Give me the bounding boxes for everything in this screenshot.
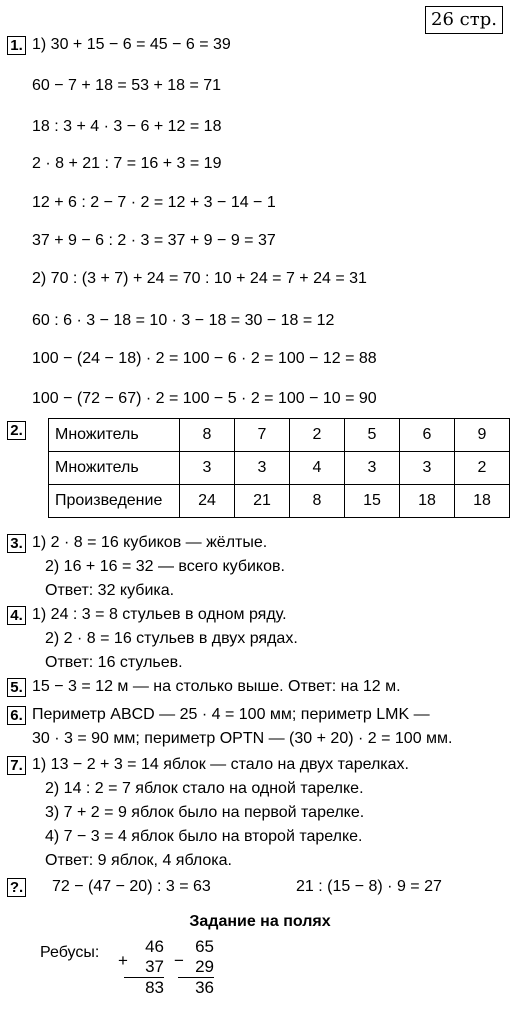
task-6-line-2: 30 · 3 = 90 мм; периметр OPTN — (30 + 20) · 2 = 100 мм. bbox=[32, 730, 453, 747]
rebus-1-top: 46 bbox=[145, 937, 164, 956]
task-1-line-9: 100 − (24 − 18) · 2 = 100 − 6 · 2 = 100 − 12 = 88 bbox=[32, 350, 377, 367]
table-cell: 3 bbox=[400, 452, 455, 485]
task-1-line-8: 60 : 6 · 3 − 18 = 10 · 3 − 18 = 30 − 18 = 12 bbox=[32, 312, 335, 329]
task-3-line-1: 1) 2 · 8 = 16 кубиков — жёлтые. bbox=[32, 534, 268, 551]
question-expression-1: 72 − (47 − 20) : 3 = 63 bbox=[52, 878, 211, 895]
task-6-number: 6. bbox=[7, 706, 26, 725]
multiplication-table bbox=[48, 418, 510, 518]
rebus-2-result: 36 bbox=[195, 978, 214, 997]
table-cell: 8 bbox=[290, 485, 345, 518]
question-expression-2: 21 : (15 − 8) · 9 = 27 bbox=[296, 878, 442, 895]
rebus-1-bottom-row bbox=[118, 951, 164, 978]
table-cell: 9 bbox=[455, 419, 510, 452]
rebus-1-bottom: 37 bbox=[145, 957, 164, 976]
task-1-line-3: 18 : 3 + 4 · 3 − 6 + 12 = 18 bbox=[32, 118, 222, 135]
task-7-line-1: 1) 13 − 2 + 3 = 14 яблок — стало на двух тарелках. bbox=[32, 756, 409, 773]
table-row bbox=[49, 419, 510, 452]
task-3-line-2: 2) 16 + 16 = 32 — всего кубиков. bbox=[45, 558, 285, 575]
rebus-2-top: 65 bbox=[195, 937, 214, 956]
table-cell: 8 bbox=[180, 419, 235, 452]
table-cell: 5 bbox=[345, 419, 400, 452]
table-cell: 2 bbox=[455, 452, 510, 485]
task-3-answer: Ответ: 32 кубика. bbox=[45, 582, 175, 599]
table-cell: 24 bbox=[180, 485, 235, 518]
row-header: Множитель bbox=[49, 419, 180, 452]
rebus-2-bottom-row bbox=[174, 951, 214, 978]
table-row bbox=[49, 452, 510, 485]
table-cell: 21 bbox=[235, 485, 290, 518]
task-4-line-1: 1) 24 : 3 = 8 стульев в одном ряду. bbox=[32, 606, 287, 623]
row-header: Произведение bbox=[49, 485, 180, 518]
task-7-number: 7. bbox=[7, 756, 26, 775]
task-1-number: 1. bbox=[7, 36, 26, 55]
task-1-line-2: 60 − 7 + 18 = 53 + 18 = 71 bbox=[32, 77, 222, 94]
task-5-number: 5. bbox=[7, 678, 26, 697]
task-1-line-6: 37 + 9 − 6 : 2 · 3 = 37 + 9 − 9 = 37 bbox=[32, 232, 276, 249]
table-cell: 4 bbox=[290, 452, 345, 485]
table-cell: 15 bbox=[345, 485, 400, 518]
table-row bbox=[49, 485, 510, 518]
rebus-label: Ребусы: bbox=[40, 944, 100, 961]
rebus-1 bbox=[118, 937, 164, 998]
table-cell: 3 bbox=[345, 452, 400, 485]
task-4-number: 4. bbox=[7, 606, 26, 625]
table-cell: 2 bbox=[290, 419, 345, 452]
task-3-number: 3. bbox=[7, 534, 26, 553]
table-cell: 3 bbox=[180, 452, 235, 485]
task-1-line-10: 100 − (72 − 67) · 2 = 100 − 5 · 2 = 100 − 10 = 90 bbox=[32, 390, 377, 407]
row-header: Множитель bbox=[49, 452, 180, 485]
rebus-2-operator: − bbox=[174, 951, 184, 970]
table-cell: 18 bbox=[400, 485, 455, 518]
task-1-line-1: 1) 30 + 15 − 6 = 45 − 6 = 39 bbox=[32, 36, 231, 53]
task-7-line-3: 3) 7 + 2 = 9 яблок было на первой тарелке. bbox=[45, 804, 365, 821]
task-1-line-5: 12 + 6 : 2 − 7 · 2 = 12 + 3 − 14 − 1 bbox=[32, 194, 276, 211]
task-5-line: 15 − 3 = 12 м — на столько выше. Ответ: на 12 м. bbox=[32, 678, 401, 695]
task-2-number: 2. bbox=[7, 421, 26, 440]
table-cell: 3 bbox=[235, 452, 290, 485]
margin-task-title: Задание на полях bbox=[189, 913, 331, 930]
table-cell: 18 bbox=[455, 485, 510, 518]
table-cell: 6 bbox=[400, 419, 455, 452]
task-7-line-4: 4) 7 − 3 = 4 яблок было на второй тарелке. bbox=[45, 828, 363, 845]
rebus-1-operator: + bbox=[118, 951, 128, 970]
task-1-line-4: 2 · 8 + 21 : 7 = 16 + 3 = 19 bbox=[32, 155, 222, 172]
table-cell: 7 bbox=[235, 419, 290, 452]
rebus-2 bbox=[174, 937, 214, 998]
task-4-answer: Ответ: 16 стульев. bbox=[45, 654, 183, 671]
task-question-number: ?. bbox=[7, 878, 26, 897]
task-7-answer: Ответ: 9 яблок, 4 яблока. bbox=[45, 852, 232, 869]
task-1-line-7: 2) 70 : (3 + 7) + 24 = 70 : 10 + 24 = 7 + 24 = 31 bbox=[32, 270, 367, 287]
rebus-1-result: 83 bbox=[145, 978, 164, 997]
page-number-box: 26 стр. bbox=[425, 6, 503, 34]
task-6-line-1: Периметр ABCD — 25 · 4 = 100 мм; периметр LMK — bbox=[32, 706, 430, 723]
task-7-line-2: 2) 14 : 2 = 7 яблок стало на одной тарелке. bbox=[45, 780, 364, 797]
rebus-2-bottom: 29 bbox=[195, 957, 214, 976]
task-4-line-2: 2) 2 · 8 = 16 стульев в двух рядах. bbox=[45, 630, 298, 647]
